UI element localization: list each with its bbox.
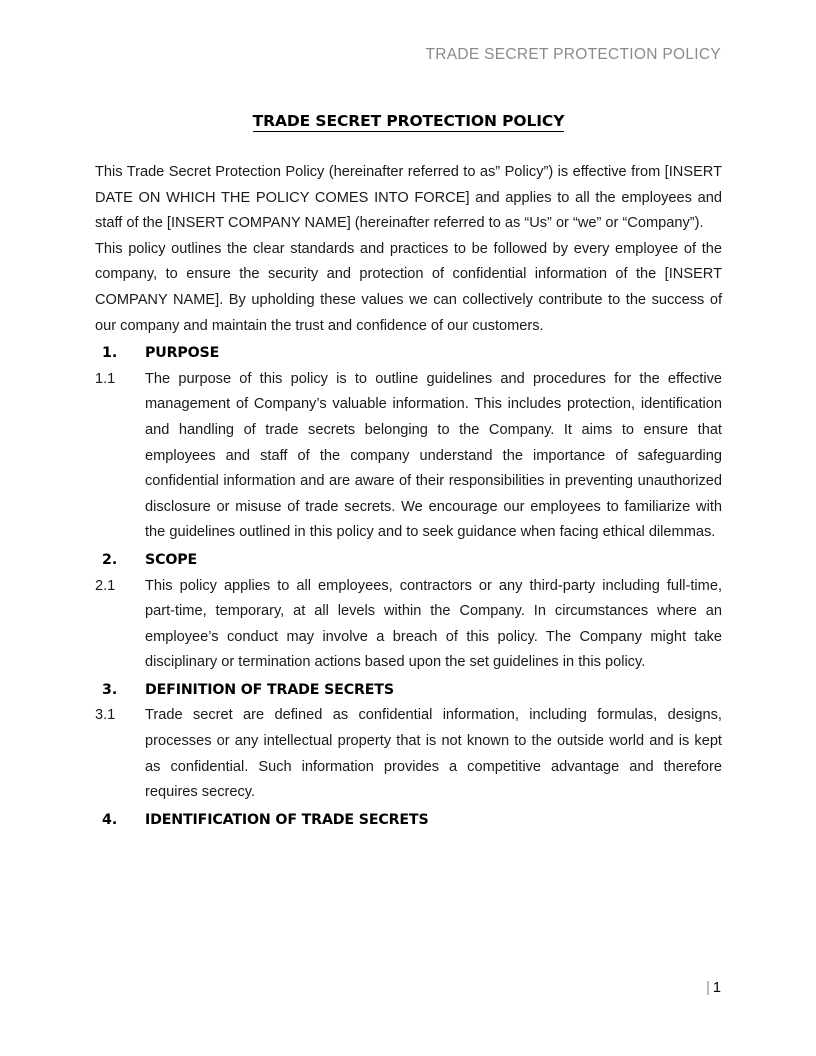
section-heading-identification-of-trade-secrets — [95, 808, 722, 834]
section-heading-scope — [95, 548, 722, 574]
intro-paragraph-1: This Trade Secret Protection Policy (hereinafter referred to as” Policy”) is effective from [INSERT DATE ON WHICH THE POLICY COMES INTO FORCE] and applies to all the employees and staff of the [INSERT COMPANY NAME] (hereinafter referred to as “Us” or “we” or “Company”). — [95, 164, 722, 232]
section-title: IDENTIFICATION OF TRADE SECRETS — [145, 811, 429, 828]
page-title-text: TRADE SECRET PROTECTION POLICY — [252, 112, 565, 130]
section-title: DEFINITION OF TRADE SECRETS — [145, 681, 394, 698]
intro-paragraph-2: This policy outlines the clear standards and practices to be followed by every employee of the company, to ensure the security and protection of confidential information of the [INSERT COMPANY NAME]. By upholding these values we can collectively contribute to the success of our company and maintain the trust and confidence of our customers. — [95, 240, 722, 334]
clause-text: This policy applies to all employees, contractors or any third-party including full-time, part-time, temporary, at all levels within the Company. In circumstances where an employee’s conduct may involve a breach of this policy. The Company might take disciplinary or termination actions based upon the set guidelines in this policy. — [145, 577, 722, 671]
clause-3-1 — [95, 703, 722, 805]
page-title — [95, 110, 722, 132]
document-body — [95, 110, 722, 833]
page-number: 1 — [712, 980, 721, 996]
clause-number: 2.1 — [95, 577, 116, 594]
section-heading-purpose — [95, 341, 722, 367]
clause-text: The purpose of this policy is to outline guidelines and procedures for the effective management of Company’s valuable information. This includes protection, identification and handling of trade secrets belonging to the Company. It aims to ensure that employees and staff of the company understand the importance of safeguarding confidential information and are aware of their responsibilities in preventing unauthorized disclosure or misuse of trade secrets. We encourage our employees to familiarize with the guidelines outlined in this policy and to seek guidance when facing ethical dilemmas. — [145, 370, 722, 541]
section-title: SCOPE — [145, 551, 198, 568]
section-number: 4. — [102, 811, 118, 828]
clause-number: 1.1 — [95, 370, 116, 387]
running-header: TRADE SECRET PROTECTION POLICY — [425, 46, 721, 63]
section-number: 2. — [102, 551, 118, 568]
clause-1-1 — [95, 367, 722, 546]
clause-number: 3.1 — [95, 707, 116, 724]
page-footer — [95, 978, 721, 998]
clause-2-1 — [95, 574, 722, 676]
section-number: 1. — [102, 345, 118, 362]
section-number: 3. — [102, 681, 118, 698]
page-separator: | — [706, 980, 710, 996]
section-heading-definition-of-trade-secrets — [95, 678, 722, 704]
section-title: PURPOSE — [145, 345, 220, 362]
clause-text: Trade secret are defined as confidential information, including formulas, designs, processes or any intellectual property that is not known to the outside world and is kept as confidential. Such information provides a competitive advantage and therefore requires secrecy. — [145, 707, 722, 801]
